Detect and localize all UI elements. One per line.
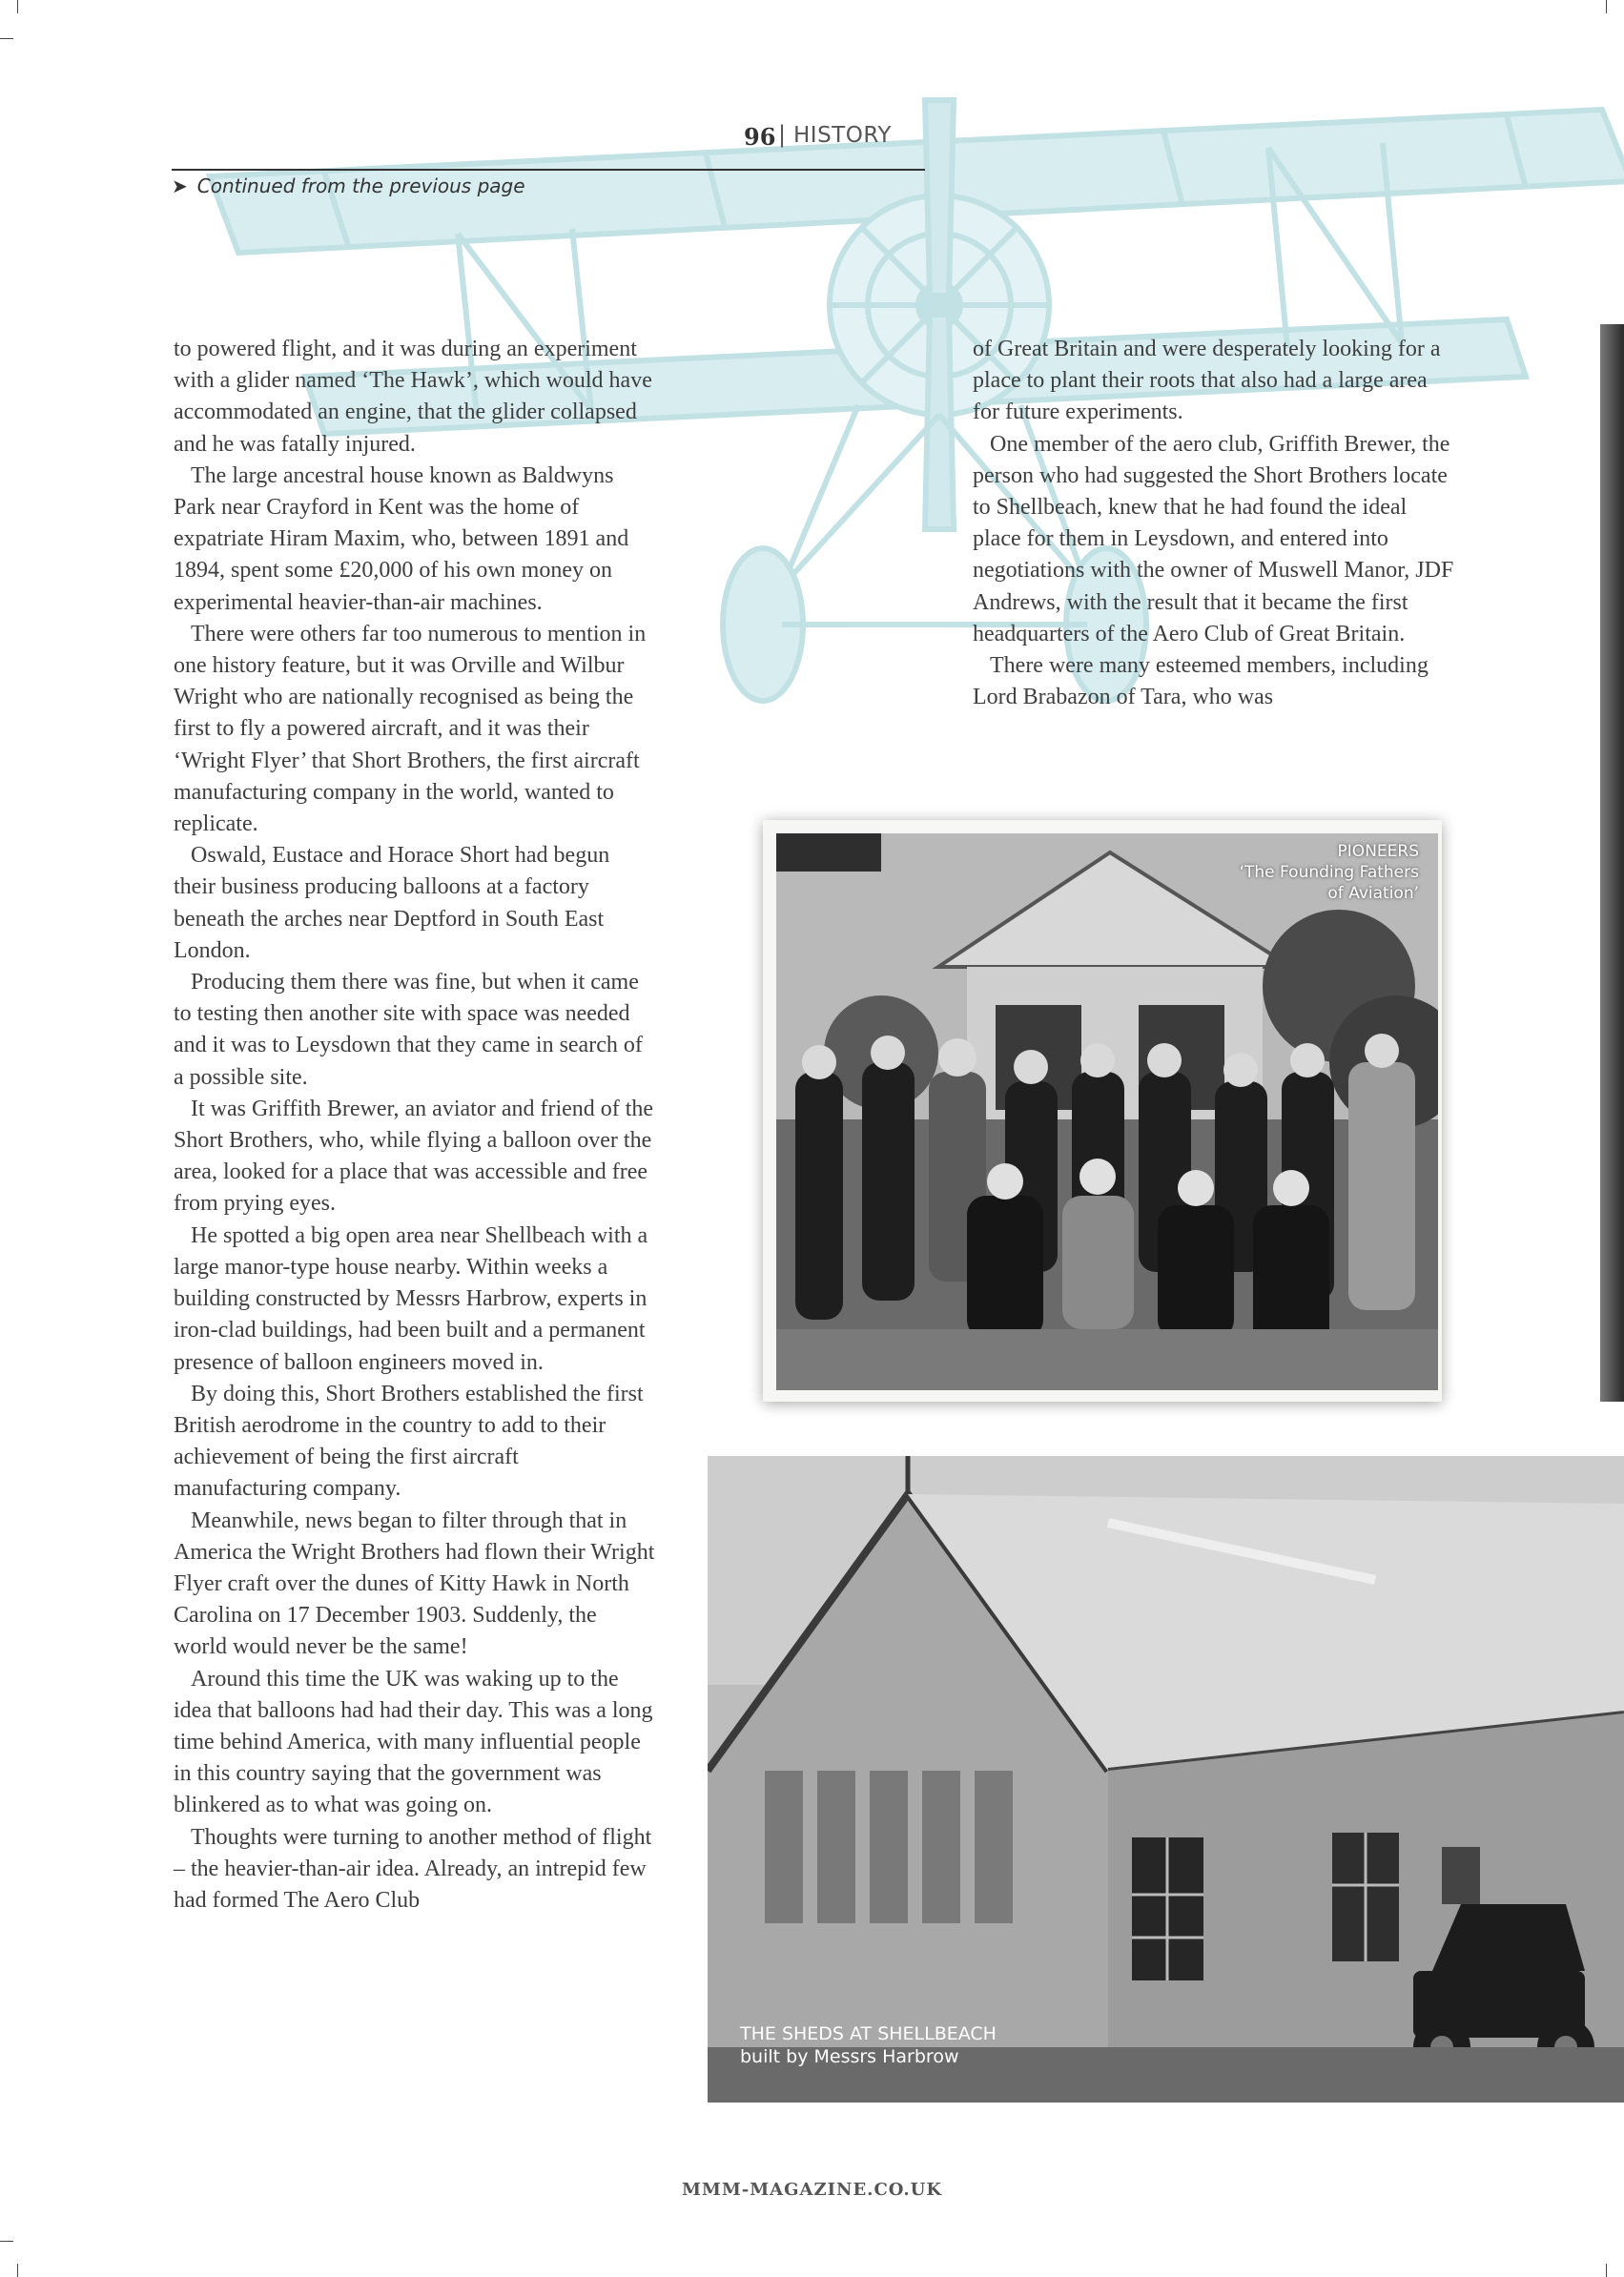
group-portrait-image	[776, 833, 1438, 1390]
crop-mark	[1606, 0, 1607, 13]
header-separator: |	[778, 121, 787, 148]
paragraph: Thoughts were turning to another method of flight – the heavier-than-air idea. Already, an intrepid few had formed The Aero Club	[174, 1824, 652, 1913]
arrow-right-icon: ➤	[172, 174, 188, 197]
paragraph: Meanwhile, news began to filter through that in America the Wright Brothers had flown their Wright Flyer craft over the dunes of Kitty Hawk in North Carolina on 17 December 1903. Suddenly, the world would never be the same!	[174, 1508, 655, 1660]
footer-website: MMM-MAGAZINE.CO.UK	[681, 2180, 943, 2200]
paragraph: of Great Britain and were desperately looking for a place to plant their roots that also had a large area for future experiments.	[973, 337, 1441, 425]
left-column	[174, 334, 655, 1917]
sheds-image	[708, 1456, 1624, 2103]
caption-title: PIONEERS	[1337, 842, 1419, 861]
crop-mark	[17, 0, 18, 13]
page-header	[172, 119, 925, 171]
section-title: HISTORY	[793, 123, 892, 148]
caption-line: ‘The Founding Fathers	[1239, 863, 1419, 882]
crop-mark	[1606, 2264, 1607, 2277]
paragraph: Oswald, Eustace and Horace Short had begun their business producing balloons at a factory beneath the arches near Deptford in South East London.	[174, 843, 610, 963]
right-column	[973, 334, 1454, 713]
crop-mark	[0, 38, 13, 39]
crop-mark	[17, 2264, 18, 2277]
pioneers-photo	[763, 820, 1442, 1402]
paragraph: Producing them there was fine, but when it came to testing then another site with space was needed and it was to Leysdown that they came in search of a possible site.	[174, 970, 643, 1090]
paragraph: The large ancestral house known as Baldwyns Park near Crayford in Kent was the home of expatriate Hiram Maxim, who, between 1891 and 1894, spent some £20,000 of his own money on experimental heavier-than-air machines.	[174, 462, 629, 615]
sheds-photo	[708, 1456, 1624, 2103]
caption-line: built by Messrs Harbrow	[740, 2046, 959, 2067]
page-number: 96	[744, 123, 776, 151]
continued-text: Continued from the previous page	[196, 174, 525, 197]
caption-line: of Aviation’	[1327, 884, 1419, 903]
pioneers-caption	[1240, 841, 1419, 904]
paragraph: By doing this, Short Brothers established the first British aerodrome in the country to add to their achievement of being the first aircraft manufacturing company.	[174, 1381, 644, 1502]
paragraph: He spotted a big open area near Shellbeach with a large manor-type house nearby. Within weeks a building constructed by Messrs Harbrow, experts in iron-clad buildings, had been built and a permanent presence of balloon engineers moved in.	[174, 1222, 648, 1375]
sheds-caption	[740, 2022, 997, 2068]
crop-mark	[0, 2241, 13, 2242]
paragraph: Around this time the UK was waking up to the idea that balloons had had their day. This was a long time behind America, with many influential people in this country saying that the government was blinkered as to what was going on.	[174, 1666, 653, 1818]
paragraph: It was Griffith Brewer, an aviator and friend of the Short Brothers, who, while flying a balloon over the area, looked for a place that was accessible and free from prying eyes.	[174, 1096, 654, 1217]
caption-title: THE SHEDS AT SHELLBEACH	[740, 2023, 997, 2044]
continued-note	[172, 174, 525, 197]
adjacent-page-edge	[1600, 324, 1624, 1402]
paragraph: to powered flight, and it was during an experiment with a glider named ‘The Hawk’, which would have accommodated an engine, that the glider collapsed and he was fatally injured.	[174, 337, 652, 457]
paragraph: One member of the aero club, Griffith Brewer, the person who had suggested the Short Brothers locate to Shellbeach, knew that he had found the ideal place for them in Leysdown, and entered into negotiations with the owner of Muswell Manor, JDF Andrews, with the result that it became the first headquarters of the Aero Club of Great Britain.	[973, 431, 1454, 646]
paragraph: There were others far too numerous to mention in one history feature, but it was Orville and Wilbur Wright who are nationally recognised as being the first to fly a powered aircraft, and it was their ‘Wright Flyer’ that Short Brothers, the first aircraft manufacturing company in the world, wanted to replicate.	[174, 621, 647, 837]
paragraph: There were many esteemed members, including Lord Brabazon of Tara, who was	[973, 653, 1429, 710]
